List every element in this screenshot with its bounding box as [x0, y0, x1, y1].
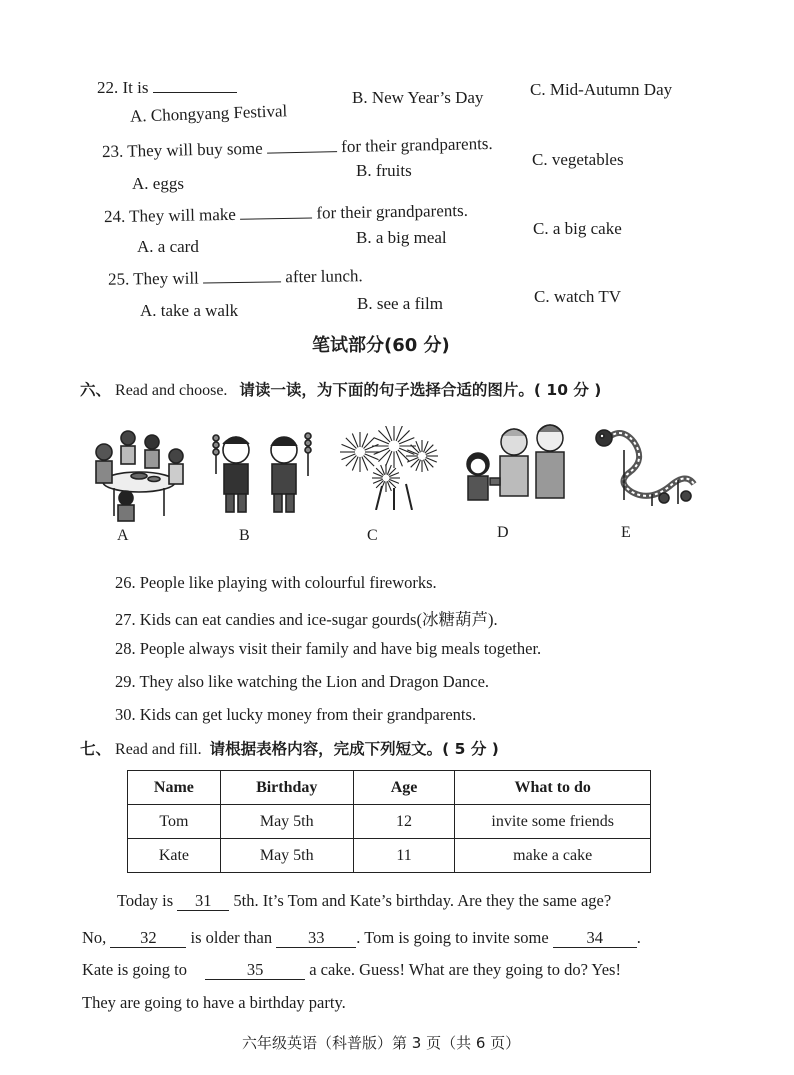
passage-text: 5th. It’s Tom and Kate’s birthday. Are they the same age? [233, 891, 612, 910]
picture-label-a: A [117, 527, 129, 544]
passage-line-1 [117, 891, 611, 911]
table-cell-birthday: May 5th [220, 805, 353, 839]
section-6-title-cn: 请读一读，为下面的句子选择合适的图片。( 10 分 ) [239, 381, 602, 399]
family-dinner-picture [84, 424, 190, 524]
page-footer: 六年级英语（科普版）第 3 页（共 6 页） [242, 1034, 521, 1052]
answer-blank-24 [240, 217, 312, 220]
passage-text: a cake. Guess! What are they going to do? Yes! [309, 960, 621, 979]
table-header-birthday: Birthday [220, 771, 353, 805]
section-7-number: 七、 [80, 740, 112, 758]
sentence-27: 27. Kids can eat candies and ice-sugar gourds(冰糖葫芦). [115, 610, 498, 629]
section-6-heading [80, 378, 601, 400]
passage-text: . [636, 928, 641, 947]
birthday-info-table [127, 770, 651, 873]
answer-blank-23 [267, 150, 337, 153]
sentence-28: 28. People always visit their family and have big meals together. [115, 639, 542, 658]
option-23-a: A. eggs [132, 174, 184, 193]
table-cell-age: 11 [353, 839, 455, 873]
section-7-title-en: Read and fill. [115, 741, 202, 758]
section-7-heading [80, 737, 499, 759]
fill-blank-32: 32 [110, 929, 186, 948]
question-24-tail: for their grandparents. [316, 200, 469, 223]
section-7-title-cn: 请根据表格内容，完成下列短文。( 5 分 ) [209, 740, 499, 758]
section-6-number: 六、 [80, 381, 112, 399]
picture-label-e: E [621, 524, 631, 541]
table-header-name: Name [128, 771, 221, 805]
passage-line-4: They are going to have a birthday party. [82, 993, 346, 1012]
table-cell-what-to-do: invite some friends [455, 805, 651, 839]
passage-text: . Tom is going to invite some [356, 928, 549, 947]
written-part-heading: 笔试部分(60 分) [312, 335, 450, 356]
option-24-b: B. a big meal [356, 228, 447, 247]
picture-label-c: C [367, 527, 378, 544]
kids-with-candy-picture [206, 424, 318, 524]
question-22 [97, 78, 237, 98]
passage-line-2 [82, 928, 641, 948]
sentence-29: 29. They also like watching the Lion and Dragon Dance. [115, 672, 490, 691]
table-row [128, 805, 651, 839]
table-header-what-to-do: What to do [455, 771, 651, 805]
option-25-b: B. see a film [357, 294, 443, 313]
fill-blank-34: 34 [553, 929, 637, 948]
question-24 [104, 201, 468, 227]
question-25-tail: after lunch. [285, 266, 363, 287]
passage-text: No, [82, 928, 107, 947]
option-25-c: C. watch TV [534, 287, 622, 306]
sentence-26: 26. People like playing with colourful fireworks. [115, 573, 437, 592]
answer-blank-25 [203, 280, 281, 283]
table-cell-name: Kate [128, 839, 221, 873]
grandparents-lucky-money-picture [456, 418, 574, 510]
passage-text: Kate is going to [82, 960, 187, 979]
section-6-title-en: Read and choose. [115, 382, 228, 399]
fill-blank-33: 33 [276, 929, 356, 948]
table-header-row [128, 771, 651, 805]
passage-text: is older than [190, 928, 273, 947]
fill-blank-31: 31 [177, 892, 229, 911]
question-23-tail: for their grandparents. [340, 133, 493, 157]
table-cell-name: Tom [128, 805, 221, 839]
question-25-stem: 25. They will [107, 268, 199, 289]
option-23-c: C. vegetables [532, 150, 624, 169]
option-24-a: A. a card [137, 237, 199, 256]
passage-text: Today is [117, 891, 174, 910]
option-23-b: B. fruits [356, 161, 412, 180]
fill-blank-35: 35 [205, 961, 305, 980]
sentence-30: 30. Kids can get lucky money from their grandparents. [115, 705, 477, 724]
fireworks-picture [336, 426, 440, 510]
question-24-stem: 24. They will make [103, 204, 237, 227]
table-cell-age: 12 [353, 805, 455, 839]
picture-label-b: B [239, 527, 250, 544]
question-22-stem: 22. It is [97, 78, 149, 97]
option-22-b: B. New Year’s Day [352, 88, 484, 107]
option-22-c: C. Mid-Autumn Day [530, 80, 673, 99]
table-row [128, 839, 651, 873]
passage-line-3 [82, 960, 621, 980]
question-23-stem: 23. They will buy some [101, 138, 263, 162]
option-25-a: A. take a walk [140, 301, 239, 320]
table-header-age: Age [353, 771, 455, 805]
answer-blank-22 [153, 91, 237, 93]
picture-label-d: D [497, 524, 509, 541]
question-25 [108, 266, 363, 290]
option-22-a: A. Chongyang Festival [129, 101, 288, 126]
question-23 [102, 134, 493, 162]
dragon-dance-picture [590, 420, 702, 506]
table-cell-birthday: May 5th [220, 839, 353, 873]
option-24-c: C. a big cake [533, 219, 622, 238]
table-cell-what-to-do: make a cake [455, 839, 651, 873]
